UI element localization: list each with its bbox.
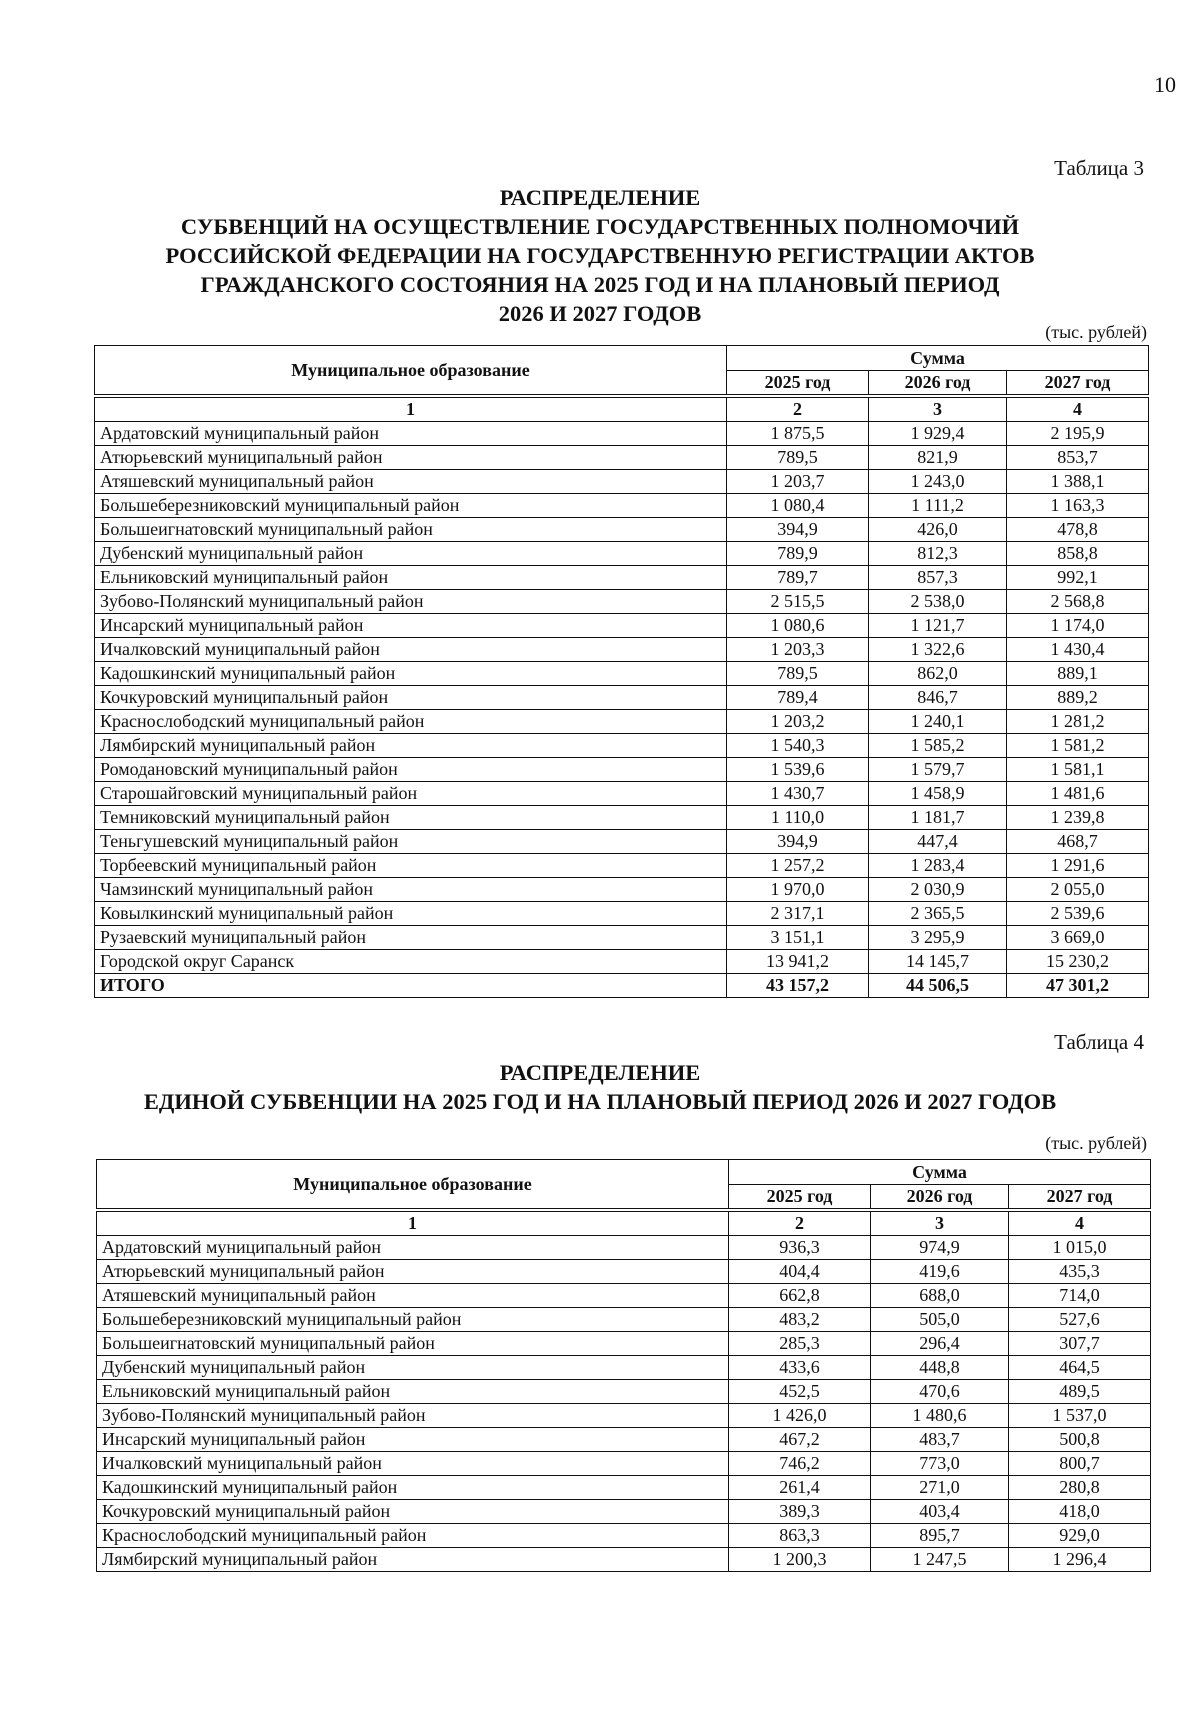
table4-units: (тыс. рублей) [1045,1133,1147,1153]
table-row [97,1476,1151,1500]
value-2026: 419,6 [871,1260,1009,1284]
table3 [94,345,1149,998]
table-row [95,902,1149,926]
municipality-name: Ардатовский муниципальный район [97,1236,729,1260]
value-2027: 714,0 [1009,1284,1151,1308]
value-2026: 426,0 [869,518,1007,542]
value-2027: 468,7 [1007,830,1149,854]
table-row [97,1284,1151,1308]
value-2025: 789,5 [727,446,869,470]
value-2027: 2 195,9 [1007,422,1149,446]
value-2027: 1 281,2 [1007,710,1149,734]
column-header-2025: 2025 год [727,371,869,397]
table3-title [60,183,1140,328]
table-row [97,1500,1151,1524]
value-2027: 3 669,0 [1007,926,1149,950]
value-2026: 3 295,9 [869,926,1007,950]
value-2025: 1 200,3 [729,1548,871,1572]
column-header-2027: 2027 год [1007,371,1149,397]
column-number: 2 [729,1210,871,1236]
municipality-name: Ардатовский муниципальный район [95,422,727,446]
municipality-name: Чамзинский муниципальный район [95,878,727,902]
municipality-name: Большеберезниковский муниципальный район [97,1308,729,1332]
value-2026: 483,7 [871,1428,1009,1452]
column-header-municipality: Муниципальное образование [97,1160,729,1211]
value-2027: 15 230,2 [1007,950,1149,974]
municipality-name: Лямбирский муниципальный район [95,734,727,758]
municipality-name: Ковылкинский муниципальный район [95,902,727,926]
total-row [95,974,1149,998]
municipality-name: Зубово-Полянский муниципальный район [95,590,727,614]
column-number: 1 [95,396,727,422]
municipality-name: Краснослободский муниципальный район [97,1524,729,1548]
value-2027: 929,0 [1009,1524,1151,1548]
column-number: 2 [727,396,869,422]
value-2027: 2 539,6 [1007,902,1149,926]
value-2026: 1 181,7 [869,806,1007,830]
column-header-2027: 2027 год [1009,1185,1151,1211]
table4-label: Таблица 4 [1054,1030,1144,1054]
municipality-name: Атяшевский муниципальный район [97,1284,729,1308]
value-2025: 789,7 [727,566,869,590]
value-2025: 1 203,7 [727,470,869,494]
table-row [97,1260,1151,1284]
value-2026: 2 030,9 [869,878,1007,902]
column-number: 4 [1009,1210,1151,1236]
municipality-name: Большеигнатовский муниципальный район [97,1332,729,1356]
municipality-name: Атюрьевский муниципальный район [97,1260,729,1284]
table-row [95,854,1149,878]
value-2025: 1 110,0 [727,806,869,830]
total-label: ИТОГО [95,974,727,998]
table-row [97,1524,1151,1548]
value-2025: 452,5 [729,1380,871,1404]
table3-title-line: 2026 И 2027 ГОДОВ [498,301,702,326]
value-2027: 858,8 [1007,542,1149,566]
municipality-name: Темниковский муниципальный район [95,806,727,830]
value-2025: 2 317,1 [727,902,869,926]
table4 [96,1159,1151,1572]
value-2025: 1 430,7 [727,782,869,806]
table-row [95,662,1149,686]
value-2025: 1 080,6 [727,614,869,638]
table3-title-line: СУБВЕНЦИЙ НА ОСУЩЕСТВЛЕНИЕ ГОСУДАРСТВЕННЫХ ПОЛНОМОЧИЙ [180,214,1020,239]
municipality-name: Лямбирский муниципальный район [97,1548,729,1572]
value-2025: 2 515,5 [727,590,869,614]
municipality-name: Рузаевский муниципальный район [95,926,727,950]
value-2025: 13 941,2 [727,950,869,974]
value-2026: 1 322,6 [869,638,1007,662]
value-2027: 527,6 [1009,1308,1151,1332]
value-2025: 789,4 [727,686,869,710]
value-2025: 863,3 [729,1524,871,1548]
column-number: 4 [1007,396,1149,422]
value-2027: 464,5 [1009,1356,1151,1380]
table4-title-line: ЕДИНОЙ СУБВЕНЦИИ НА 2025 ГОД И НА ПЛАНОВЫЙ ПЕРИОД 2026 И 2027 ГОДОВ [143,1089,1057,1114]
value-2026: 846,7 [869,686,1007,710]
value-2027: 418,0 [1009,1500,1151,1524]
value-2027: 489,5 [1009,1380,1151,1404]
value-2025: 1 539,6 [727,758,869,782]
municipality-name: Инсарский муниципальный район [95,614,727,638]
municipality-name: Ичалковский муниципальный район [97,1452,729,1476]
municipality-name: Ичалковский муниципальный район [95,638,727,662]
column-number: 3 [871,1210,1009,1236]
column-header-sum: Сумма [729,1160,1151,1185]
table-row [95,638,1149,662]
value-2027: 1 388,1 [1007,470,1149,494]
value-2027: 800,7 [1009,1452,1151,1476]
value-2026: 1 480,6 [871,1404,1009,1428]
table-row [95,950,1149,974]
value-2026: 271,0 [871,1476,1009,1500]
value-2027: 1 015,0 [1009,1236,1151,1260]
value-2025: 789,5 [727,662,869,686]
municipality-name: Краснослободский муниципальный район [95,710,727,734]
value-2025: 662,8 [729,1284,871,1308]
value-2026: 1 458,9 [869,782,1007,806]
value-2026: 773,0 [871,1452,1009,1476]
total-2025: 43 157,2 [727,974,869,998]
value-2027: 853,7 [1007,446,1149,470]
value-2026: 1 111,2 [869,494,1007,518]
table-row [97,1356,1151,1380]
value-2025: 1 257,2 [727,854,869,878]
value-2026: 1 929,4 [869,422,1007,446]
value-2026: 447,4 [869,830,1007,854]
municipality-name: Дубенский муниципальный район [97,1356,729,1380]
value-2026: 2 365,5 [869,902,1007,926]
column-number: 1 [97,1210,729,1236]
value-2027: 2 055,0 [1007,878,1149,902]
value-2026: 688,0 [871,1284,1009,1308]
value-2025: 483,2 [729,1308,871,1332]
table-row [95,806,1149,830]
table-row [95,614,1149,638]
value-2026: 895,7 [871,1524,1009,1548]
value-2026: 1 243,0 [869,470,1007,494]
table-row [95,518,1149,542]
municipality-name: Старошайговский муниципальный район [95,782,727,806]
value-2027: 2 568,8 [1007,590,1149,614]
column-header-2026: 2026 год [869,371,1007,397]
table-row [95,686,1149,710]
value-2027: 1 581,2 [1007,734,1149,758]
municipality-name: Инсарский муниципальный район [97,1428,729,1452]
value-2027: 1 430,4 [1007,638,1149,662]
column-header-sum: Сумма [727,346,1149,371]
column-header-2026: 2026 год [871,1185,1009,1211]
table-row [95,494,1149,518]
total-2027: 47 301,2 [1007,974,1149,998]
value-2025: 1 426,0 [729,1404,871,1428]
table3-label: Таблица 3 [1054,156,1144,180]
column-number: 3 [869,396,1007,422]
municipality-name: Атюрьевский муниципальный район [95,446,727,470]
table-row [95,710,1149,734]
value-2025: 1 970,0 [727,878,869,902]
value-2026: 2 538,0 [869,590,1007,614]
table4-title-line: РАСПРЕДЕЛЕНИЕ [499,1060,701,1085]
value-2026: 14 145,7 [869,950,1007,974]
table-row [95,446,1149,470]
table-row [95,758,1149,782]
value-2027: 1 239,8 [1007,806,1149,830]
table-row [95,566,1149,590]
municipality-name: Дубенский муниципальный район [95,542,727,566]
table-row [97,1380,1151,1404]
table-row [95,470,1149,494]
value-2026: 974,9 [871,1236,1009,1260]
value-2027: 1 291,6 [1007,854,1149,878]
value-2025: 389,3 [729,1500,871,1524]
total-2026: 44 506,5 [869,974,1007,998]
table-row [95,926,1149,950]
municipality-name: Ельниковский муниципальный район [97,1380,729,1404]
table-row [95,590,1149,614]
value-2027: 280,8 [1009,1476,1151,1500]
municipality-name: Теньгушевский муниципальный район [95,830,727,854]
value-2027: 307,7 [1009,1332,1151,1356]
table-row [97,1548,1151,1572]
table-row [95,422,1149,446]
value-2027: 889,2 [1007,686,1149,710]
value-2026: 470,6 [871,1380,1009,1404]
municipality-name: Кадошкинский муниципальный район [95,662,727,686]
value-2027: 1 537,0 [1009,1404,1151,1428]
table-row [95,830,1149,854]
value-2025: 433,6 [729,1356,871,1380]
value-2026: 821,9 [869,446,1007,470]
value-2026: 812,3 [869,542,1007,566]
table3-units: (тыс. рублей) [1045,322,1147,342]
page-number: 10 [1154,72,1176,97]
value-2026: 403,4 [871,1500,1009,1524]
table4-title [60,1058,1140,1116]
municipality-name: Кадошкинский муниципальный район [97,1476,729,1500]
value-2026: 296,4 [871,1332,1009,1356]
municipality-name: Большеигнатовский муниципальный район [95,518,727,542]
table-row [97,1428,1151,1452]
table-row [97,1404,1151,1428]
table-row [97,1332,1151,1356]
value-2025: 261,4 [729,1476,871,1500]
value-2025: 936,3 [729,1236,871,1260]
column-header-municipality: Муниципальное образование [95,346,727,397]
table-row [95,542,1149,566]
table-row [97,1236,1151,1260]
value-2026: 448,8 [871,1356,1009,1380]
municipality-name: Зубово-Полянский муниципальный район [97,1404,729,1428]
value-2025: 394,9 [727,518,869,542]
value-2027: 500,8 [1009,1428,1151,1452]
table-row [95,878,1149,902]
municipality-name: Атяшевский муниципальный район [95,470,727,494]
municipality-name: Ромодановский муниципальный район [95,758,727,782]
value-2025: 404,4 [729,1260,871,1284]
value-2026: 1 121,7 [869,614,1007,638]
value-2027: 889,1 [1007,662,1149,686]
table3-title-line: РОССИЙСКОЙ ФЕДЕРАЦИИ НА ГОСУДАРСТВЕННУЮ РЕГИСТРАЦИИ АКТОВ [165,243,1035,268]
table3-title-line: ГРАЖДАНСКОГО СОСТОЯНИЯ НА 2025 ГОД И НА ПЛАНОВЫЙ ПЕРИОД [200,272,1000,297]
table-row [97,1308,1151,1332]
value-2025: 1 203,3 [727,638,869,662]
value-2025: 394,9 [727,830,869,854]
value-2026: 505,0 [871,1308,1009,1332]
value-2027: 435,3 [1009,1260,1151,1284]
value-2027: 478,8 [1007,518,1149,542]
municipality-name: Большеберезниковский муниципальный район [95,494,727,518]
table-row [95,734,1149,758]
value-2025: 285,3 [729,1332,871,1356]
value-2025: 1 875,5 [727,422,869,446]
table-row [97,1452,1151,1476]
municipality-name: Кочкуровский муниципальный район [95,686,727,710]
value-2025: 467,2 [729,1428,871,1452]
value-2026: 1 240,1 [869,710,1007,734]
value-2027: 1 163,3 [1007,494,1149,518]
value-2026: 862,0 [869,662,1007,686]
column-header-2025: 2025 год [729,1185,871,1211]
value-2026: 1 585,2 [869,734,1007,758]
value-2025: 746,2 [729,1452,871,1476]
value-2026: 1 579,7 [869,758,1007,782]
value-2027: 1 481,6 [1007,782,1149,806]
value-2025: 3 151,1 [727,926,869,950]
value-2026: 857,3 [869,566,1007,590]
municipality-name: Торбеевский муниципальный район [95,854,727,878]
municipality-name: Ельниковский муниципальный район [95,566,727,590]
value-2026: 1 247,5 [871,1548,1009,1572]
value-2027: 1 296,4 [1009,1548,1151,1572]
table3-title-line: РАСПРЕДЕЛЕНИЕ [499,185,701,210]
value-2026: 1 283,4 [869,854,1007,878]
municipality-name: Городской округ Саранск [95,950,727,974]
value-2025: 789,9 [727,542,869,566]
value-2025: 1 540,3 [727,734,869,758]
table-row [95,782,1149,806]
municipality-name: Кочкуровский муниципальный район [97,1500,729,1524]
value-2027: 1 174,0 [1007,614,1149,638]
value-2027: 992,1 [1007,566,1149,590]
value-2025: 1 080,4 [727,494,869,518]
value-2025: 1 203,2 [727,710,869,734]
value-2027: 1 581,1 [1007,758,1149,782]
